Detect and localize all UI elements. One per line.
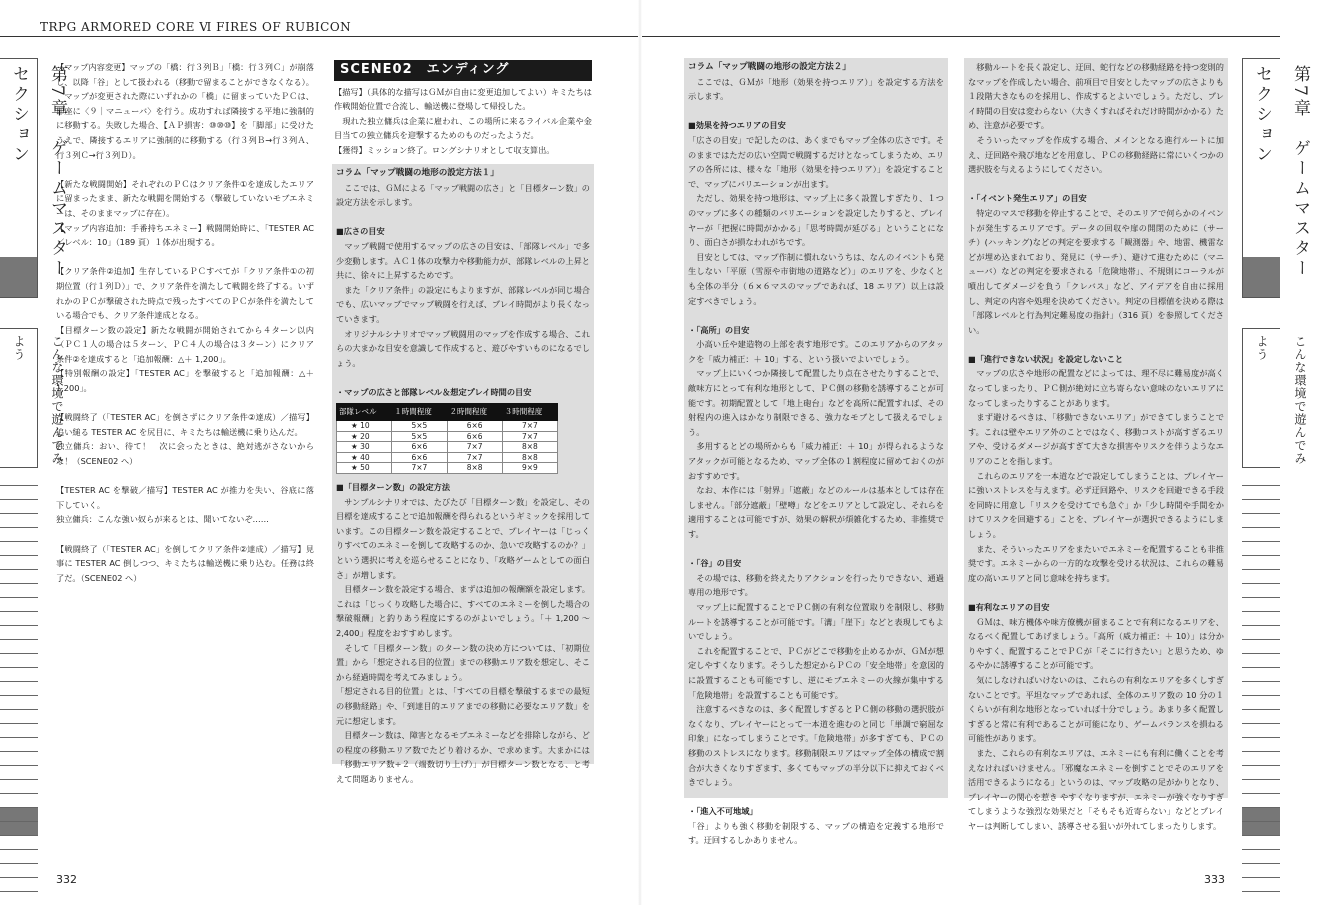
paragraph: そういったマップを作成する場合、メインとなる進行ルートに加え、迂回路や飛び地などを用意し、ＰＣの移動経路に常にいくつかの選択肢を与えるようにしてください。 — [968, 134, 1224, 175]
scene02-heading: SCENE02 エンディング — [334, 60, 592, 81]
paragraph: 特定のマスで移動を停止することで、そのエリアで何らかのイベントが発生するエリアです。データの回収や扉の開閉のために（サーチ）(ハッキング)などの判定を要求する「観測器」や、地雷、機雷などが埋め込まれており、発見に（サーチ）、避けて進むために（マニューバ）などの判定を要求される「危険地帯」、不規則にコーラルが噴出してダメージを負う「クレバス」など、アイデアを自由に採用し、判定の内容や処理を決めてください。判定の目標値を決める際は「部隊レベルと行為判定難易度の指針」（316 頁）を参照してください。 — [968, 207, 1224, 335]
index-stripe — [1242, 640, 1280, 654]
index-stripe — [1242, 528, 1280, 542]
paragraph: オリジナルシナリオでマップ戦闘用のマップを作成する場合、これらの大まかな目安を意識して作成すると、遊びやすいものになるでしょう。 — [336, 328, 590, 368]
table-row — [337, 421, 558, 432]
table-row — [337, 442, 558, 453]
index-stripe — [1242, 486, 1280, 500]
section-effect-area-title: ■効果を持つエリアの目安 — [688, 120, 786, 131]
section-no-progress-title: ■「進行できない状況」を設定しないこと — [968, 353, 1124, 364]
index-stripe — [0, 766, 38, 780]
table-row — [337, 463, 558, 474]
index-stripe — [0, 808, 38, 822]
index-stripe — [0, 570, 38, 584]
paragraph-gap — [968, 337, 1224, 352]
paragraph-gap — [688, 542, 944, 557]
index-stripe — [0, 794, 38, 808]
paragraph: そして「目標ターン数」のターン数の決め方については、「初期位置」から「想定される目的位置」までの移動エリア数を想定し、そこから経過時間を考えてみましょう。 — [336, 642, 590, 682]
map-size-table-title: ・マップの広さと部隊レベル＆想定プレイ時間の目安 — [336, 386, 532, 397]
index-stripe — [0, 864, 38, 878]
index-stripe — [1242, 864, 1280, 878]
table-cell: 7×7 — [502, 421, 557, 432]
table-header-cell: 部隊レベル — [337, 403, 392, 421]
section-size-title: ■広さの目安 — [336, 226, 385, 237]
table-cell: 7×7 — [502, 431, 557, 442]
index-stripe — [1242, 682, 1280, 696]
table-header-cell: １時間程度 — [392, 403, 447, 421]
paragraph: また、これらの有利なエリアは、エネミーにも有利に働くことを考えなければいけません。「邪魔なエネミーを倒すことでそのエリアを活用できるようになる」というのは、マップ攻略の足がかりとなり、プレイヤーの関心を惹き やすくなりますが、エネミーが強くなりすぎてしまうような強烈な効果だと「そもそも近寄らない」などとプレイヤーは判断してしまい、誘導させる狙いが外れてしまったりします。 — [968, 747, 1224, 831]
paragraph: また、そういったエリアをまたいでエネミーを配置することも非推奨です。エネミーからの一方的な攻撃を受ける状況は、これらの難易度の高いエリアと同じ意味を持ちます。 — [968, 543, 1224, 583]
table-cell: 6×6 — [447, 421, 502, 432]
paragraph: これらのエリアを一本道などで設定してしまうことは、プレイヤーに強いストレスを与えます。必ず迂回路や、リスクを回避できる手段を同時に用意し「リスクを受けてでも急ぐ」か「少し時間や手間をかけてリスクを回避する」ことを、プレイヤーが選択できるようにしましょう。 — [968, 470, 1224, 539]
column-1-body — [336, 166, 590, 787]
paragraph: また「クリア条件」の設定にもよりますが、部隊レベルが同じ場合でも、広いマップでマップ戦闘を行えば、プレイ時間がより長くなっていきます。 — [336, 284, 590, 324]
page-number-left: 332 — [56, 873, 77, 886]
index-stripe — [0, 598, 38, 612]
index-stripe — [0, 556, 38, 570]
paragraph-gap — [56, 469, 314, 484]
index-stripe — [0, 514, 38, 528]
paragraph: なお、本作には「射界」「遮蔽」などのルールは基本としては存在しません。「部分遮蔽」「壁噂」などをエリアとして設定し、それらを適用することは可能ですが、効果の解釈が煩雑化するため、非推奨です。 — [688, 485, 944, 539]
index-stripe — [1242, 556, 1280, 570]
index-stripe — [1242, 724, 1280, 738]
table-header-cell: ３時間程度 — [502, 403, 557, 421]
index-stripe — [1242, 766, 1280, 780]
index-stripe — [0, 654, 38, 668]
paragraph-gap — [56, 396, 314, 411]
index-stripe — [1242, 738, 1280, 752]
section-valley-title: ・「谷」の目安 — [688, 558, 742, 569]
index-stripe — [0, 668, 38, 682]
paragraph: ただし、効果を持つ地形は、マップ上に多く設置しすぎたり、１つのマップに多くの種類のバリエーションを設定したりすると、プレイヤーが「把握に時間がかかる」「思考時間が延びる」ということになり、面白さが損なわれがちです。 — [688, 193, 944, 248]
paragraph: 【TESTER AC を撃破／描写】TESTER AC が推力を失い、谷底に落下していく。 — [56, 485, 314, 510]
paragraph-gap — [56, 162, 314, 177]
paragraph: 【特別報酬の設定】「TESTER AC」を撃破すると「追加報酬：△＋ 1,200」。 — [56, 368, 314, 394]
paragraph-gap — [688, 790, 944, 805]
scene-paragraph: 現れた独立傭兵は企業に雇われ、この場所に来るライバル企業や金目当ての独立傭兵を迎撃するためのものだったようだ。 — [334, 115, 592, 141]
paragraph: 目標ターン数を設定する場合、まずは追加の報酬額を設定します。これは「じっくり攻略した場合に、すべてのエネミーを倒した場合の撃破報酬」と釣りあう程度にするのがよいでしょう。「＋ 1,200 ～ 2,400」程度をおすすめします。 — [336, 584, 590, 638]
table-cell: 6×6 — [392, 442, 447, 453]
table-cell: ★ 50 — [337, 463, 392, 474]
index-stripe — [0, 626, 38, 640]
index-stripe — [1242, 500, 1280, 514]
paragraph-gap — [968, 177, 1224, 192]
index-stripe — [1242, 542, 1280, 556]
paragraph: その場では、移動を終えたりアクションを行ったりできない、通過専用の地形です。 — [688, 572, 944, 598]
paragraph: 【マップ内容追加：手番持ちエネミー】戦闘開始時に、「TESTER AC／レベル：10」（189 頁）１体が出現する。 — [56, 222, 314, 248]
chapter-label-left: 第7章 ゲームマスターセクション — [9, 65, 67, 279]
text-column-2 — [334, 60, 592, 158]
index-stripe — [0, 836, 38, 850]
index-stripe — [0, 752, 38, 766]
index-stripe — [1242, 836, 1280, 850]
index-stripe — [0, 542, 38, 556]
paragraph-gap — [56, 527, 314, 542]
column-1-intro: ここでは、ＧＭによる「マップ戦闘の広さ」と「目標ターン数」の設定方法を示します。 — [336, 182, 590, 208]
scene-paragraph: 【描写】（具体的な描写はＧＭが自由に変更追加してよい）キミたちは作戦開始位置で合流し、輸送機に登場して帰投した。 — [334, 86, 592, 112]
index-stripe — [0, 612, 38, 626]
index-stripes-left — [0, 472, 38, 892]
column-2-intro: ここでは、ＧＭが「地形（効果を持つエリア）」を設定する方法を示します。 — [688, 76, 944, 102]
map-size-table — [336, 403, 558, 475]
paragraph: 目標ターン数は、障害となるモブエネミーなどを排除しながら、どの程度の移動エリア数でたどり着けるか、で求めます。大まかには「移動エリア数÷２（端数切り上げ）」が目標ターン数となる、と考えて問題ありません。 — [336, 730, 590, 784]
index-stripe — [0, 472, 38, 486]
index-stripe — [0, 850, 38, 864]
paragraph: 独立傭兵：おい、待て！ 次に会ったときは、絶対逃がさないからな！（SCENE02 へ） — [56, 441, 314, 467]
paragraph: これを配置することで、ＰＣがどこで移動を止めるかが、ＧＭが想定しやすくなります。そうした想定からＰＣの「安全地帯」を意図的に設置することも可能ですし、逆にモブエネミーの火線が集中する「危険地帯」を設置することも可能です。 — [688, 645, 944, 700]
column-2-title: コラム「マップ戦闘の地形の設定方法２」 — [688, 62, 851, 72]
index-stripe — [0, 822, 38, 836]
table-cell: 7×7 — [392, 463, 447, 474]
paragraph: 「谷」よりも強く移動を制限する、マップの構造を定義する地形です。迂回するしかありません。 — [688, 820, 944, 846]
page-number-right: 333 — [1204, 873, 1225, 886]
paragraph: 【戦闘終了（「TESTER AC」を倒してクリア条件②達成）／描写】見事に TESTER AC 倒しつつ、キミたちは輸送機に乗り込む。任務は終了だ。（SCENE02 へ） — [56, 543, 314, 583]
table-cell: 9×9 — [502, 463, 557, 474]
table-cell: 5×5 — [392, 431, 447, 442]
paragraph: 【目標ターン数の設定】新たな戦闘が開始されてから４ターン以内（ＰＣ１人の場合は５ターン、ＰＣ４人の場合は３ターン）にクリア条件②を達成すると「追加報酬：△＋ 1,200」。 — [56, 324, 314, 364]
paragraph: マップの広さや地形の配置などによっては、理不尽に難易度が高くなってしまったり、ＰＣ側が絶対に立ち寄らない意味のないエリアになってしまったりすることがあります。 — [968, 368, 1224, 408]
index-stripe — [1242, 612, 1280, 626]
table-cell: 7×7 — [447, 452, 502, 463]
chapter-tab-right — [1242, 58, 1310, 892]
paragraph: ＧＭは、味方機体や味方僚機が留まることで有利になるエリアを、なるべく配置してあげましょう。「高所（威力補正：＋ 10）」は分かりやすく、配置することでＰＣが「そこに行きたい」と思うため、ゆるやかに誘導することが可能です。 — [968, 616, 1224, 671]
table-cell: ★ 10 — [337, 421, 392, 432]
paragraph: サンプルシナリオでは、たびたび「目標ターン数」を設定し、その目標を達成することで追加報酬を得られるというギミックを採用しています。この目標ターン数を設定することで、プレイヤーは「じっくりすべてのエネミーを倒して攻略するのか、急いで攻略するのか？」という選択に考えを巡らせることになり、「攻略ゲームとしての面白さ」が増します。 — [336, 496, 590, 580]
section-high-ground-title: ・「高所」の目安 — [688, 324, 750, 335]
table-row — [337, 452, 558, 463]
index-stripe — [1242, 822, 1280, 836]
paragraph: 「広さの目安」で記したのは、あくまでもマップ全体の広さです。そのままではただの広い空間で戦闘するだけとなってしまうため、エリアの各所には、様々な「地形（効果を持つエリア）」を設定することで、マップにバリエーションが出ます。 — [688, 134, 944, 189]
index-stripe — [1242, 780, 1280, 794]
paragraph: 多用するとどの場所からも「威力補正：＋ 10」が得られるようなアタックが可能となるため、マップ全体の１割程度に留めておくのがおすすめです。 — [688, 441, 944, 481]
table-cell: 6×6 — [392, 452, 447, 463]
table-cell: 8×8 — [502, 452, 557, 463]
text-column-3 — [688, 60, 944, 848]
paragraph-gap — [56, 250, 314, 265]
table-cell: ★ 20 — [337, 431, 392, 442]
index-stripe — [0, 584, 38, 598]
index-stripe — [1242, 598, 1280, 612]
table-cell: ★ 30 — [337, 442, 392, 453]
paragraph: マップ上に配置することでＰＣ側の有利な位置取りを制限し、移動ルートを誘導することが可能です。「溝」「崖下」などと表現してもよいでしょう。 — [688, 601, 944, 642]
paragraph: マップ上にいくつか隣接して配置したり点在させたりすることで、敵味方にとって有利な地形として、ＰＣ側の移動を誘導することが可能です。初期配置として「地上砲台」などを高所に配置すれば、その射程内の進入はかなり制限できる、強力なモブとして扱えるでしょう。 — [688, 368, 944, 437]
paragraph: 【クリア条件②追加】生存しているＰＣすべてが「クリア条件①の初期位置（行１列Ｄ）」で、クリア条件を満たして戦闘を終了する。いずれかのＰＣが撃破された時点で残ったすべてのＰＣが条件を満たしている場合でも、クリア条件達成となる。 — [56, 266, 314, 321]
section-no-entry-title: ・「進入不可地域」 — [688, 806, 758, 817]
section-turns-title: ■「目標ターン数」の設定方法 — [336, 482, 451, 493]
paragraph: 注意するべきなのは、多く配置しすぎるとＰＣ側の移動の選択肢がなくなり、プレイヤーにとって一本道を進むのと同じ「単調で窮屈な印象」になってしまうことです。「危険地帯」が多すぎても、ＰＣの移動のストレスになります。移動制限エリアはマップ全体の構成で割合が大きくなりすぎます、多くてもマップの半分以下に抑えておくべきでしょう。 — [688, 704, 944, 788]
table-cell: 6×6 — [447, 431, 502, 442]
table-cell: 8×8 — [502, 442, 557, 453]
paragraph: 【戦闘終了（「TESTER AC」を倒さずにクリア条件②達成）／描写】追い縋る TESTER AC を尻目に、キミたちは輸送機に乗り込んだ。 — [56, 412, 314, 437]
index-stripe — [1242, 850, 1280, 864]
subsection-label-right: こんな環境で遊んでみよう — [1255, 335, 1307, 465]
index-stripe — [1242, 472, 1280, 486]
paragraph-gap — [688, 308, 944, 323]
index-stripe — [0, 780, 38, 794]
paragraph: 独立傭兵：こんな強い奴らが来るとは、聞いてないぞ…… — [56, 514, 269, 525]
column-1-title: コラム「マップ戦闘の地形の設定方法１」 — [336, 168, 499, 178]
running-header-title: TRPG ARMORED CORE Ⅵ FIRES OF RUBICON — [40, 20, 352, 34]
subsection-tab-right — [1242, 328, 1307, 468]
paragraph: 目安としては、マップ作制に慣れないうちは、なんのイベントも発生しない「平原（雪原や市街地の道路など）」のエリアを、少なくとも全体の半分（６×６マスのマップであれば、18 エリア）以上は設定すべきでしょう。 — [688, 251, 944, 306]
chapter-tab-box-right — [1242, 58, 1310, 298]
chapter-tab-box-left — [0, 58, 67, 298]
chapter-label-right: 第7章 ゲームマスターセクション — [1252, 65, 1310, 279]
index-stripe — [0, 640, 38, 654]
table-header-cell: ２時間程度 — [447, 403, 502, 421]
subsection-tab-left — [0, 328, 64, 468]
index-stripe — [0, 500, 38, 514]
index-stripe — [1242, 626, 1280, 640]
index-stripe — [1242, 570, 1280, 584]
table-cell: 5×5 — [392, 421, 447, 432]
index-stripe — [0, 682, 38, 696]
index-stripe — [1242, 752, 1280, 766]
section-event-area-title: ・「イベント発生エリア」の目安 — [968, 193, 1087, 204]
table-cell: 8×8 — [447, 463, 502, 474]
index-stripe — [1242, 808, 1280, 822]
paragraph: 気にしなければいけないのは、これらの有利なエリアを多くしすぎないことです。平坦なマップであれば、全体のエリア数の 10 分の１くらいが有利な地形となっていれば十分でしょう。あまり多く配置しすぎると常に有利であることが可能になり、ゲームバランスを損ねる可能性があります。 — [968, 674, 1224, 744]
scene-paragraph: 【獲得】ミッション終了。ロングシナリオとして収支算出。 — [334, 144, 555, 155]
paragraph: 【マップ内容変更】マップの「橋：行３列Ｂ」「橋：行３列Ｃ」が崩落し、以降「谷」として扱われる（移動で留まることができなくなる）。 — [56, 62, 314, 87]
paragraph: マップ戦闘で使用するマップの広さの目安は、「部隊レベル」で多少変動します。ＡＣ１体の攻撃力や移動能力が、部隊レベルの上昇と共に、徐々に上昇するためです。 — [336, 240, 590, 281]
page-spine — [638, 0, 642, 905]
chapter-tab-gray-left — [0, 257, 37, 297]
paragraph-gap — [968, 585, 1224, 600]
index-stripe — [1242, 668, 1280, 682]
section-advantage-area-title: ■有利なエリアの目安 — [968, 601, 1050, 612]
paragraph-gap — [688, 104, 944, 119]
table-cell: ★ 40 — [337, 452, 392, 463]
paragraph: 小高い丘や建造物の上部を表す地形です。このエリアからのアタックを「威力補正：＋ 10」する、という扱いでよいでしょう。 — [688, 339, 944, 364]
index-stripe — [1242, 878, 1280, 892]
paragraph: まず避けるべきは、「移動できないエリア」ができてしまうことです。これは壁やエリア外のことではなく、移動コストが高すぎるエリアや、受けるダメージが高すぎて大きな損害やリスクを伴うようなエリアのことを指します。 — [968, 412, 1224, 467]
table-cell: 7×7 — [447, 442, 502, 453]
index-stripe — [0, 724, 38, 738]
paragraph: 【新たな戦闘開始】それぞれのＰＣはクリア条件①を達成したエリアに留まったまま、新たな戦闘を開始する（撃破していないモブエネミーは、そのままマップに存在）。 — [56, 178, 314, 218]
index-stripe — [1242, 794, 1280, 808]
chapter-tab-gray-right — [1243, 257, 1280, 297]
index-stripe — [1242, 710, 1280, 724]
paragraph: マップが変更された際にいずれかの「橋」に留まっていたＰＣは、即座に〈９｜マニューバ〉を行う。成功すれば隣接する平地に強制的に移動する。失敗した場合、【ＡＰ損害：⑩⑩⑩】を「脚部」に受けたうえで、隣接するエリアに強制的に移動する（行３列Ｂ→行３列Ａ、行３列Ｃ→行３列Ｄ）。 — [56, 91, 314, 160]
index-stripe — [0, 710, 38, 724]
paragraph: 「想定される目的位置」とは、「すべての目標を撃破するまでの最短の移動経路」や、「到達目的エリアまでの移動に必要なエリア数」を元に想定します。 — [336, 686, 590, 726]
index-stripe — [1242, 584, 1280, 598]
index-stripe — [0, 696, 38, 710]
index-stripe — [1242, 514, 1280, 528]
paragraph: 移動ルートを長く設定し、迂回、蛇行などの移動経路を持つ変則的なマップを作成したい場合、前項目で目安としたマップの広さよりも１段階大きなものを採用し、作成するとよいでしょう。ただし、プレイ時間の目安は変わらない（大きくすればそれだけ時間がかかる）ため、注意が必要です。 — [968, 62, 1224, 131]
index-stripe — [1242, 654, 1280, 668]
table-row — [337, 431, 558, 442]
index-stripe — [0, 486, 38, 500]
subsection-label-left: こんな環境で遊んでみよう — [12, 335, 64, 465]
index-stripe — [0, 528, 38, 542]
index-stripe — [0, 738, 38, 752]
text-column-1 — [56, 60, 314, 585]
index-stripes-right — [1242, 472, 1280, 892]
index-stripe — [0, 878, 38, 892]
text-column-4 — [968, 60, 1224, 833]
index-stripe — [1242, 696, 1280, 710]
